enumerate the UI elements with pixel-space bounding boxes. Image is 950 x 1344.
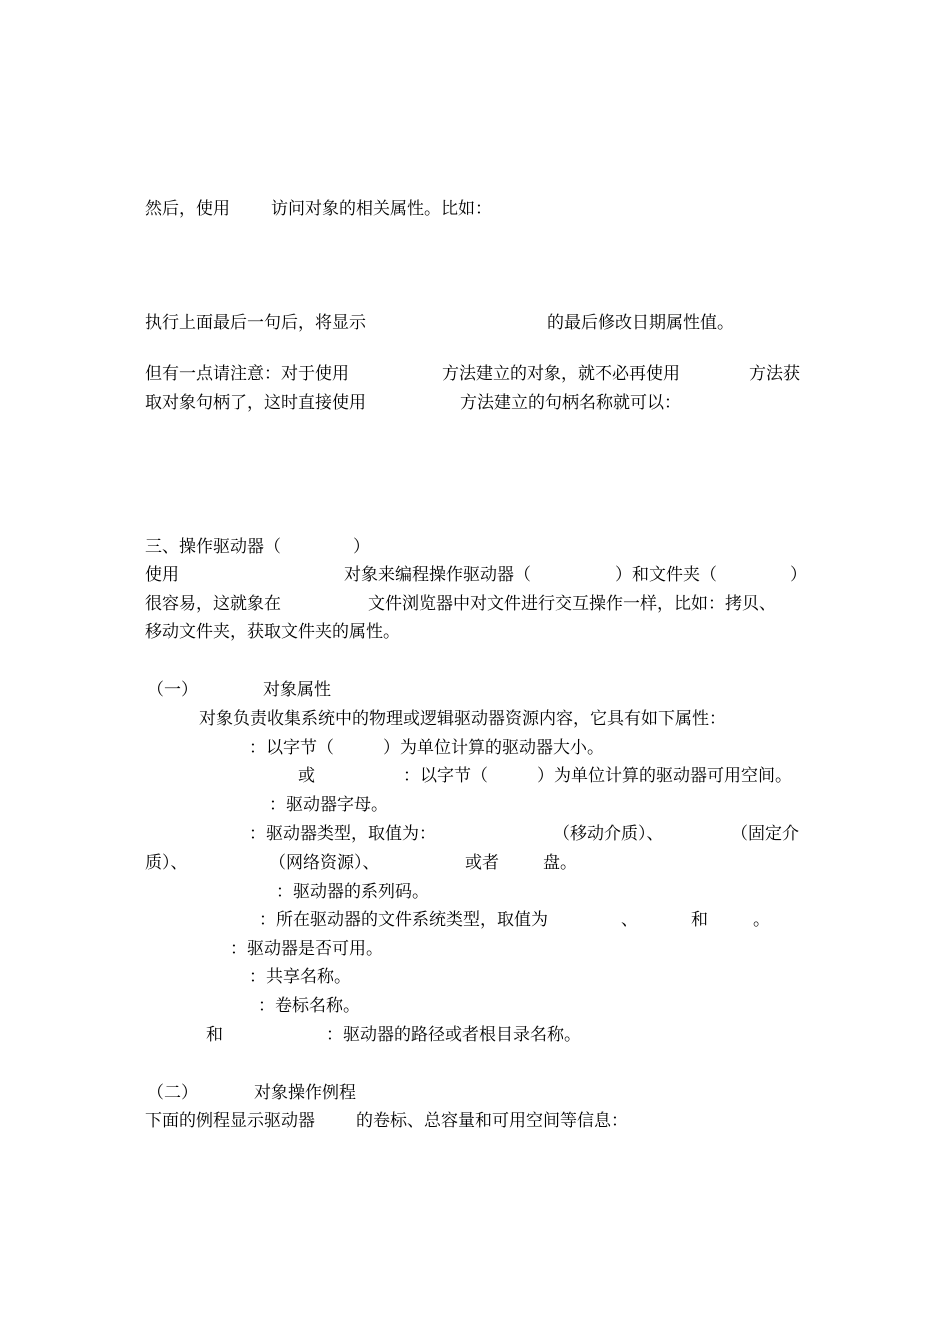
heading-text: ） xyxy=(353,537,370,557)
property-volume-name xyxy=(145,994,810,1018)
subsection-heading-example xyxy=(145,1081,810,1105)
section-heading-drives xyxy=(145,535,810,559)
text-run: 然后，使用 xyxy=(145,199,230,219)
heading-text: 对象操作例程 xyxy=(254,1083,356,1103)
text-run: 、 xyxy=(621,910,638,930)
text-run: 和 xyxy=(206,1025,223,1045)
subsection-example-intro xyxy=(145,1109,810,1133)
section-intro-line-2 xyxy=(145,592,810,616)
text-run: 质）、 xyxy=(145,853,188,873)
paragraph-access-properties xyxy=(145,197,810,221)
property-file-system xyxy=(145,908,810,932)
text-run: 对象负责收集系统中的物理或逻辑驱动器资源内容，它具有如下属性： xyxy=(199,709,726,729)
paragraph-last-modified xyxy=(145,311,810,335)
text-run: 和 xyxy=(691,910,708,930)
text-run: 对象来编程操作驱动器（ xyxy=(344,565,531,585)
property-path-root xyxy=(145,1023,810,1047)
heading-text: （一） xyxy=(147,680,198,700)
text-run: 文件浏览器中对文件进行交互操作一样，比如：拷贝、 xyxy=(368,594,776,614)
text-run: ）和文件夹（ xyxy=(615,565,717,585)
text-run: ）为单位计算的驱动器可用空间。 xyxy=(537,766,792,786)
text-run: 的卷标、总容量和可用空间等信息： xyxy=(356,1111,628,1131)
text-run: 下面的例程显示驱动器 xyxy=(145,1111,315,1131)
section-intro-line-3 xyxy=(145,620,810,644)
text-run: （网络资源）、 xyxy=(269,853,380,873)
text-run: ：驱动器的系列码。 xyxy=(276,882,429,902)
text-run: ：驱动器是否可用。 xyxy=(230,939,383,959)
text-run: ）为单位计算的驱动器大小。 xyxy=(383,738,604,758)
heading-text: 三、操作驱动器（ xyxy=(145,537,281,557)
paragraph-note-line-1 xyxy=(145,362,810,386)
property-share-name xyxy=(145,965,810,989)
subsection-intro xyxy=(145,707,810,731)
subsection-heading-properties xyxy=(145,678,810,702)
text-run: 访问对象的相关属性。比如： xyxy=(271,199,492,219)
heading-text: 对象属性 xyxy=(263,680,331,700)
heading-text: （二） xyxy=(147,1083,198,1103)
text-run: ：驱动器字母。 xyxy=(269,795,388,815)
property-free-space xyxy=(145,764,810,788)
text-run: （移动介质）、 xyxy=(553,824,664,844)
text-run: 或者 xyxy=(465,853,499,873)
text-run: 盘。 xyxy=(543,853,577,873)
text-run: ：以字节（ xyxy=(249,738,334,758)
text-run: ：以字节（ xyxy=(403,766,488,786)
text-run: ：驱动器类型，取值为： xyxy=(249,824,436,844)
text-run: 。 xyxy=(753,910,770,930)
text-run: 或 xyxy=(298,766,315,786)
text-run: ：共享名称。 xyxy=(249,967,351,987)
text-run: 取对象句柄了，这时直接使用 xyxy=(145,393,366,413)
property-is-ready xyxy=(145,937,810,961)
text-run: 移动文件夹，获取文件夹的属性。 xyxy=(145,622,400,642)
property-drive-letter xyxy=(145,793,810,817)
section-intro-line-1 xyxy=(145,563,810,587)
text-run: 方法建立的对象，就不必再使用 xyxy=(442,364,680,384)
text-run: 方法建立的句柄名称就可以： xyxy=(460,393,681,413)
paragraph-note-line-2 xyxy=(145,391,810,415)
text-run: ：所在驱动器的文件系统类型，取值为 xyxy=(259,910,548,930)
property-drive-type-line-1 xyxy=(145,822,810,846)
text-run: 的最后修改日期属性值。 xyxy=(547,313,734,333)
text-run: （固定介 xyxy=(731,824,799,844)
property-drive-type-line-2 xyxy=(145,851,810,875)
text-run: 很容易，这就象在 xyxy=(145,594,281,614)
text-run: 执行上面最后一句后，将显示 xyxy=(145,313,366,333)
text-run: ：驱动器的路径或者根目录名称。 xyxy=(326,1025,581,1045)
text-run: 使用 xyxy=(145,565,179,585)
property-serial-number xyxy=(145,880,810,904)
text-run: ） xyxy=(790,565,807,585)
text-run: ：卷标名称。 xyxy=(258,996,360,1016)
property-total-size xyxy=(145,736,810,760)
text-run: 方法获 xyxy=(749,364,800,384)
text-run: 但有一点请注意：对于使用 xyxy=(145,364,349,384)
